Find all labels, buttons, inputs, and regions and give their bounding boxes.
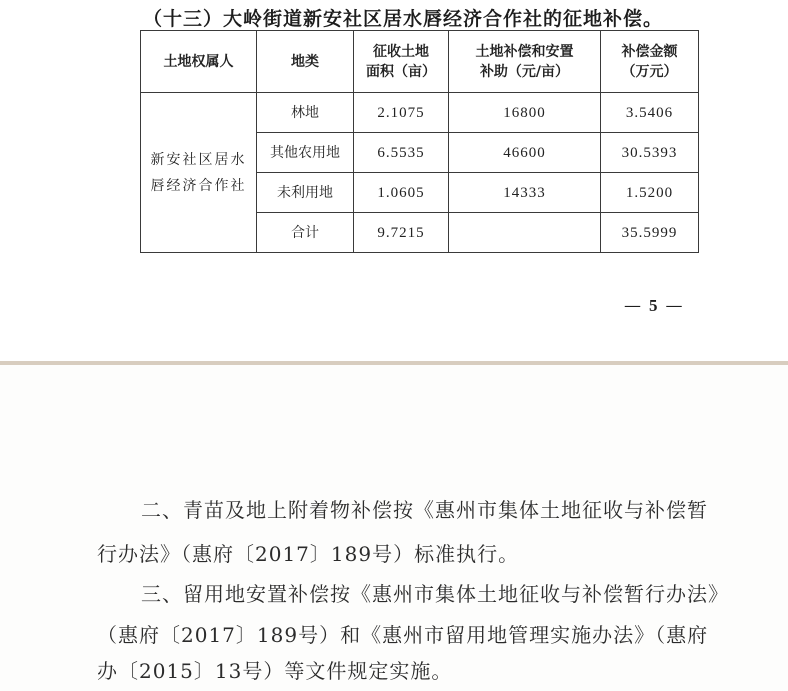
- header-owner: 土地权属人: [141, 31, 257, 93]
- page-number-dash-right: —: [665, 296, 683, 316]
- header-area: 征收土地 面积（亩）: [354, 31, 449, 93]
- total-label-cell: 合计: [257, 213, 354, 253]
- rate-cell: 14333: [449, 173, 601, 213]
- table-header-row: [141, 31, 699, 93]
- area-cell: 6.5535: [354, 133, 449, 173]
- document-page-bottom: [0, 365, 788, 691]
- paragraph-3-line-3: 办〔2015〕13号）等文件规定实施。: [97, 659, 453, 683]
- area-cell: 1.0605: [354, 173, 449, 213]
- page-number: [624, 296, 683, 316]
- paragraph-2-line-2: 行办法》（惠府〔2017〕189号）标准执行。: [97, 542, 520, 566]
- amount-cell: 30.5393: [601, 133, 699, 173]
- total-amount-cell: 35.5999: [601, 213, 699, 253]
- total-area-cell: 9.7215: [354, 213, 449, 253]
- land-type-cell: 未利用地: [257, 173, 354, 213]
- paragraph-3-line-1: 三、留用地安置补偿按《惠州市集体土地征收与补偿暂行办法》: [141, 582, 729, 606]
- header-rate: 土地补偿和安置 补助（元/亩）: [449, 31, 601, 93]
- compensation-table: [140, 30, 699, 253]
- rate-cell: 46600: [449, 133, 601, 173]
- table-row: [141, 93, 699, 133]
- owner-cell: 新安社区居水 唇经济合作社: [141, 93, 257, 253]
- paragraph-3-line-2: （惠府〔2017〕189号）和《惠州市留用地管理实施办法》（惠府: [97, 623, 709, 647]
- rate-cell: 16800: [449, 93, 601, 133]
- header-amount: 补偿金额 （万元）: [601, 31, 699, 93]
- amount-cell: 1.5200: [601, 173, 699, 213]
- land-type-cell: 林地: [257, 93, 354, 133]
- page-number-value: 5: [649, 296, 658, 315]
- header-land-type: 地类: [257, 31, 354, 93]
- section-heading: （十三）大岭街道新安社区居水唇经济合作社的征地补偿。: [143, 8, 664, 30]
- land-type-cell: 其他农用地: [257, 133, 354, 173]
- area-cell: 2.1075: [354, 93, 449, 133]
- paragraph-2-line-1: 二、青苗及地上附着物补偿按《惠州市集体土地征收与补偿暂: [141, 498, 708, 522]
- total-rate-cell: [449, 213, 601, 253]
- page-number-dash-left: —: [624, 296, 641, 316]
- amount-cell: 3.5406: [601, 93, 699, 133]
